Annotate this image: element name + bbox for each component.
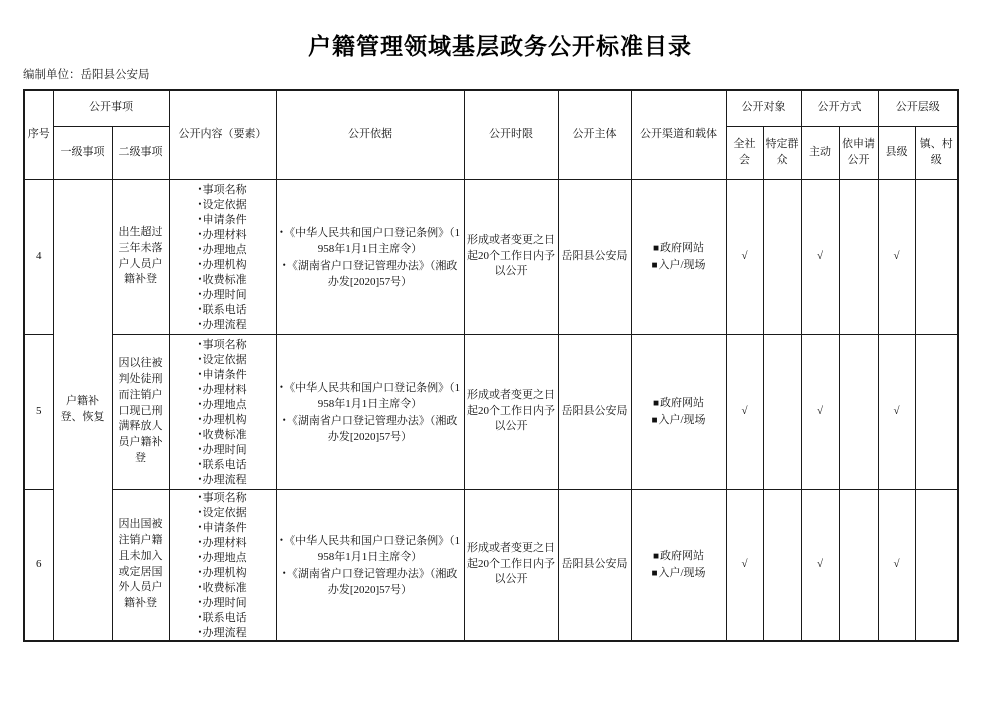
mark-all-society: √ bbox=[726, 334, 763, 489]
list-item-text: 办理材料 bbox=[202, 383, 247, 396]
list-item-text: 办理机构 bbox=[202, 413, 247, 426]
bullet-icon: ■ bbox=[651, 567, 658, 579]
bullet-icon: • bbox=[198, 368, 202, 379]
list-item-text: 办理地点 bbox=[202, 551, 247, 564]
subject-cell: 岳阳县公安局 bbox=[558, 179, 631, 334]
time-limit-cell: 形成或者变更之日起20个工作日内予以公开 bbox=[464, 179, 558, 334]
mark-proactive: √ bbox=[801, 489, 839, 641]
list-item bbox=[279, 532, 462, 565]
list-item-text: 办理流程 bbox=[202, 626, 247, 639]
list-item-text: 办理材料 bbox=[202, 228, 247, 241]
content-elements-cell bbox=[169, 334, 276, 489]
list-item-text: 《中华人民共和国户口登记条例》（1958年1月1日主席令） bbox=[284, 226, 461, 255]
bullet-icon: • bbox=[198, 413, 202, 424]
basis-cell bbox=[276, 489, 464, 641]
list-item-text: 政府网站 bbox=[660, 396, 705, 409]
list-item-text: 《湖南省户口登记管理办法》（湘政办发[2020]57号） bbox=[286, 259, 458, 288]
bullet-icon: • bbox=[282, 259, 286, 270]
list-item bbox=[279, 379, 462, 412]
mark-proactive: √ bbox=[801, 334, 839, 489]
bullet-icon: • bbox=[198, 521, 202, 532]
bullet-icon: • bbox=[198, 318, 202, 329]
list-item bbox=[279, 565, 462, 598]
list-item bbox=[172, 317, 274, 332]
list-item bbox=[172, 625, 274, 640]
bullet-icon: • bbox=[198, 506, 202, 517]
list-item bbox=[172, 520, 274, 535]
list-item-text: 设定依据 bbox=[202, 353, 247, 366]
list-item-text: 申请条件 bbox=[202, 368, 247, 381]
list-item-text: 《湖南省户口登记管理办法》（湘政办发[2020]57号） bbox=[286, 414, 458, 443]
bullet-icon: • bbox=[282, 414, 286, 425]
list-item bbox=[172, 242, 274, 257]
list-item-text: 办理时间 bbox=[202, 288, 247, 301]
bullet-icon: • bbox=[198, 596, 202, 607]
bullet-icon: • bbox=[279, 381, 284, 392]
bullet-icon: • bbox=[198, 581, 202, 592]
mark-specific-group bbox=[763, 334, 801, 489]
list-item-text: 《湖南省户口登记管理办法》（湘政办发[2020]57号） bbox=[286, 567, 458, 596]
mark-township bbox=[915, 489, 958, 641]
list-item-text: 政府网站 bbox=[660, 241, 705, 254]
header-channels: 公开渠道和载体 bbox=[631, 90, 726, 179]
channels-cell bbox=[631, 179, 726, 334]
list-item-text: 办理机构 bbox=[202, 566, 247, 579]
mark-township bbox=[915, 334, 958, 489]
list-item-text: 设定依据 bbox=[202, 198, 247, 211]
list-item-text: 联系电话 bbox=[202, 458, 247, 471]
bullet-icon: ■ bbox=[652, 397, 660, 409]
list-item bbox=[172, 610, 274, 625]
channels-cell bbox=[631, 334, 726, 489]
list-item-text: 申请条件 bbox=[202, 213, 247, 226]
page-title: 户籍管理领域基层政务公开标准目录 bbox=[308, 34, 692, 59]
header-proactive: 主动 bbox=[801, 126, 839, 179]
header-serial: 序号 bbox=[24, 90, 53, 179]
header-audience: 公开对象 bbox=[726, 90, 801, 126]
list-item bbox=[172, 397, 274, 412]
header-county: 县级 bbox=[878, 126, 915, 179]
level2-item-cell: 因以往被判处徒刑而注销户口现已刑满释放人员户籍补登 bbox=[112, 334, 169, 489]
list-item bbox=[279, 412, 462, 445]
subject-cell: 岳阳县公安局 bbox=[558, 334, 631, 489]
header-subject: 公开主体 bbox=[558, 90, 631, 179]
header-row-group bbox=[24, 90, 958, 126]
header-time-limit: 公开时限 bbox=[464, 90, 558, 179]
bullet-icon: ■ bbox=[651, 414, 658, 426]
bullet-icon: ■ bbox=[651, 259, 658, 271]
table-row-5 bbox=[24, 334, 958, 489]
bullet-icon: • bbox=[279, 534, 284, 545]
list-item bbox=[172, 427, 274, 442]
list-item-text: 办理流程 bbox=[202, 473, 247, 486]
list-item-text: 办理流程 bbox=[202, 318, 247, 331]
prepared-by-label: 编制单位：岳阳县公安局 bbox=[23, 69, 150, 81]
list-item bbox=[172, 595, 274, 610]
bullet-icon: ■ bbox=[652, 242, 660, 254]
bullet-icon: • bbox=[198, 428, 202, 439]
list-item-text: 收费标准 bbox=[202, 581, 247, 594]
bullet-icon: • bbox=[198, 198, 202, 209]
list-item bbox=[172, 442, 274, 457]
list-item bbox=[172, 412, 274, 427]
list-item bbox=[634, 257, 724, 274]
list-item-text: 事项名称 bbox=[202, 183, 247, 196]
list-item bbox=[172, 490, 274, 505]
list-item bbox=[172, 287, 274, 302]
channels-cell bbox=[631, 489, 726, 641]
mark-on-request bbox=[839, 489, 878, 641]
bullet-icon: • bbox=[198, 353, 202, 364]
serial-cell: 5 bbox=[24, 334, 53, 489]
list-item bbox=[172, 565, 274, 580]
level1-item-cell: 户籍补登、恢复 bbox=[53, 179, 112, 641]
list-item-text: 办理地点 bbox=[202, 398, 247, 411]
serial-cell: 4 bbox=[24, 179, 53, 334]
list-item-text: 申请条件 bbox=[202, 521, 247, 534]
list-item-text: 入户/现场 bbox=[658, 258, 706, 271]
list-item bbox=[172, 550, 274, 565]
list-item bbox=[172, 197, 274, 212]
mark-township bbox=[915, 179, 958, 334]
bullet-icon: ■ bbox=[652, 550, 660, 562]
list-item-text: 办理机构 bbox=[202, 258, 247, 271]
subject-cell: 岳阳县公安局 bbox=[558, 489, 631, 641]
list-item bbox=[172, 182, 274, 197]
list-item bbox=[172, 382, 274, 397]
header-township: 镇、村级 bbox=[915, 126, 958, 179]
list-item bbox=[634, 565, 724, 582]
header-method: 公开方式 bbox=[801, 90, 878, 126]
mark-on-request bbox=[839, 179, 878, 334]
bullet-icon: • bbox=[198, 473, 202, 484]
time-limit-cell: 形成或者变更之日起20个工作日内予以公开 bbox=[464, 334, 558, 489]
list-item bbox=[172, 535, 274, 550]
bullet-icon: • bbox=[282, 567, 286, 578]
bullet-icon: • bbox=[198, 228, 202, 239]
bullet-icon: • bbox=[198, 398, 202, 409]
list-item bbox=[172, 505, 274, 520]
list-item bbox=[634, 548, 724, 565]
bullet-icon: • bbox=[198, 183, 202, 194]
list-item bbox=[172, 272, 274, 287]
list-item-text: 政府网站 bbox=[660, 549, 705, 562]
bullet-icon: • bbox=[198, 273, 202, 284]
bullet-icon: • bbox=[198, 491, 202, 502]
list-item-text: 事项名称 bbox=[202, 491, 247, 504]
level2-item-cell: 因出国被注销户籍且未加入或定居国外人员户籍补登 bbox=[112, 489, 169, 641]
disclosure-standards-table bbox=[23, 89, 959, 642]
list-item-text: 收费标准 bbox=[202, 428, 247, 441]
mark-county: √ bbox=[878, 334, 915, 489]
list-item-text: 办理时间 bbox=[202, 596, 247, 609]
list-item-text: 办理时间 bbox=[202, 443, 247, 456]
list-item bbox=[172, 302, 274, 317]
mark-specific-group bbox=[763, 489, 801, 641]
bullet-icon: • bbox=[198, 443, 202, 454]
bullet-icon: • bbox=[198, 243, 202, 254]
table-row-6 bbox=[24, 489, 958, 641]
bullet-icon: • bbox=[198, 458, 202, 469]
list-item bbox=[172, 337, 274, 352]
list-item-text: 入户/现场 bbox=[658, 413, 706, 426]
list-item bbox=[172, 352, 274, 367]
bullet-icon: • bbox=[198, 536, 202, 547]
bullet-icon: • bbox=[198, 383, 202, 394]
bullet-icon: • bbox=[198, 338, 202, 349]
mark-all-society: √ bbox=[726, 179, 763, 334]
list-item-text: 联系电话 bbox=[202, 611, 247, 624]
time-limit-cell: 形成或者变更之日起20个工作日内予以公开 bbox=[464, 489, 558, 641]
list-item bbox=[172, 457, 274, 472]
header-level: 公开层级 bbox=[878, 90, 958, 126]
basis-cell bbox=[276, 334, 464, 489]
bullet-icon: • bbox=[198, 303, 202, 314]
basis-cell bbox=[276, 179, 464, 334]
list-item-text: 联系电话 bbox=[202, 303, 247, 316]
bullet-icon: • bbox=[279, 226, 284, 237]
list-item-text: 事项名称 bbox=[202, 338, 247, 351]
mark-specific-group bbox=[763, 179, 801, 334]
header-content: 公开内容（要素） bbox=[169, 90, 276, 179]
mark-all-society: √ bbox=[726, 489, 763, 641]
list-item bbox=[279, 224, 462, 257]
bullet-icon: • bbox=[198, 611, 202, 622]
bullet-icon: • bbox=[198, 551, 202, 562]
bullet-icon: • bbox=[198, 288, 202, 299]
list-item bbox=[172, 367, 274, 382]
header-level1-item: 一级事项 bbox=[53, 126, 112, 179]
mark-county: √ bbox=[878, 179, 915, 334]
list-item bbox=[634, 395, 724, 412]
serial-cell: 6 bbox=[24, 489, 53, 641]
list-item bbox=[634, 240, 724, 257]
list-item bbox=[172, 580, 274, 595]
list-item bbox=[279, 257, 462, 290]
list-item-text: 《中华人民共和国户口登记条例》（1958年1月1日主席令） bbox=[284, 381, 461, 410]
bullet-icon: • bbox=[198, 213, 202, 224]
list-item bbox=[172, 212, 274, 227]
list-item-text: 入户/现场 bbox=[658, 566, 706, 579]
header-on-request: 依申请公开 bbox=[839, 126, 878, 179]
list-item bbox=[172, 472, 274, 487]
list-item-text: 设定依据 bbox=[202, 506, 247, 519]
bullet-icon: • bbox=[198, 626, 202, 637]
table-row-4 bbox=[24, 179, 958, 334]
list-item bbox=[172, 227, 274, 242]
mark-county: √ bbox=[878, 489, 915, 641]
content-elements-cell bbox=[169, 489, 276, 641]
header-all-society: 全社会 bbox=[726, 126, 763, 179]
list-item-text: 办理材料 bbox=[202, 536, 247, 549]
bullet-icon: • bbox=[198, 258, 202, 269]
list-item bbox=[634, 412, 724, 429]
list-item bbox=[172, 257, 274, 272]
list-item-text: 办理地点 bbox=[202, 243, 247, 256]
mark-on-request bbox=[839, 334, 878, 489]
header-disclosure-item: 公开事项 bbox=[53, 90, 169, 126]
header-level2-item: 二级事项 bbox=[112, 126, 169, 179]
level2-item-cell: 出生超过三年未落户人员户籍补登 bbox=[112, 179, 169, 334]
list-item-text: 《中华人民共和国户口登记条例》（1958年1月1日主席令） bbox=[284, 534, 461, 563]
bullet-icon: • bbox=[198, 566, 202, 577]
mark-proactive: √ bbox=[801, 179, 839, 334]
content-elements-cell bbox=[169, 179, 276, 334]
list-item-text: 收费标准 bbox=[202, 273, 247, 286]
header-specific-group: 特定群众 bbox=[763, 126, 801, 179]
header-basis: 公开依据 bbox=[276, 90, 464, 179]
